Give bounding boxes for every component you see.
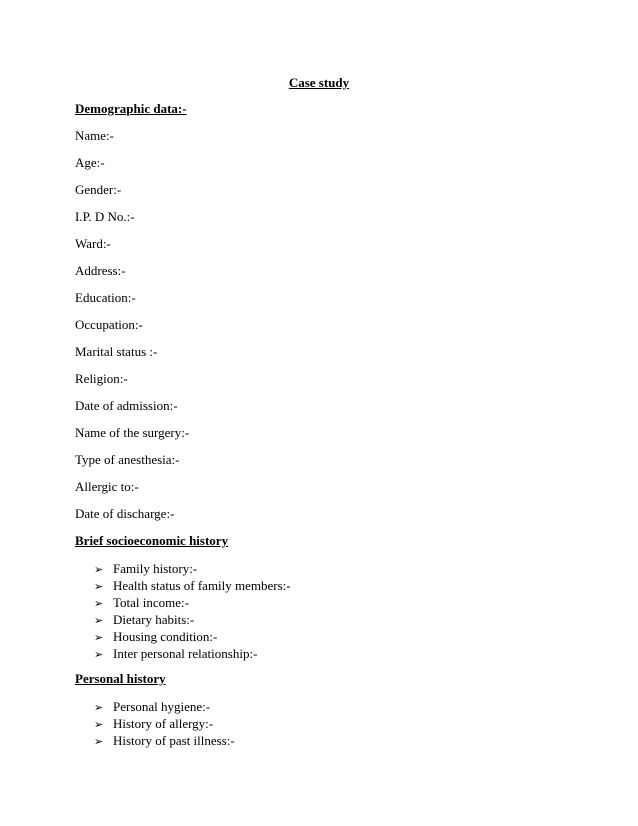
field-name: Name:- xyxy=(75,128,114,143)
field-ward: Ward:- xyxy=(75,236,111,251)
field-date-of-admission: Date of admission:- xyxy=(75,398,178,413)
arrow-bullet-icon: ➢ xyxy=(94,734,104,748)
list-item xyxy=(94,733,235,749)
field-education: Education:- xyxy=(75,290,136,305)
field-religion: Religion:- xyxy=(75,371,128,386)
field-name-of-surgery: Name of the surgery:- xyxy=(75,425,190,440)
section-heading-demographic: Demographic data:- xyxy=(75,101,187,116)
field-ipd-no: I.P. D No.:- xyxy=(75,209,135,224)
list-item-label: Health status of family members:- xyxy=(113,578,291,593)
list-item xyxy=(94,612,194,628)
field-type-of-anesthesia: Type of anesthesia:- xyxy=(75,452,180,467)
list-item xyxy=(94,716,213,732)
list-item-label: History of past illness:- xyxy=(113,733,235,748)
list-item-label: Housing condition:- xyxy=(113,629,218,644)
list-item-label: Total income:- xyxy=(113,595,189,610)
field-marital-status: Marital status :- xyxy=(75,344,158,359)
field-occupation: Occupation:- xyxy=(75,317,143,332)
section-heading-socioeconomic: Brief socioeconomic history xyxy=(75,533,229,548)
section-heading-personal: Personal history xyxy=(75,671,166,686)
arrow-bullet-icon: ➢ xyxy=(94,647,104,661)
field-age: Age:- xyxy=(75,155,105,170)
list-item xyxy=(94,629,217,645)
list-item xyxy=(94,595,189,611)
list-item-label: Personal hygiene:- xyxy=(113,699,211,714)
field-gender: Gender:- xyxy=(75,182,122,197)
field-allergic-to: Allergic to:- xyxy=(75,479,139,494)
field-date-of-discharge: Date of discharge:- xyxy=(75,506,175,521)
arrow-bullet-icon: ➢ xyxy=(94,717,104,731)
arrow-bullet-icon: ➢ xyxy=(94,630,104,644)
arrow-bullet-icon: ➢ xyxy=(94,562,104,576)
arrow-bullet-icon: ➢ xyxy=(94,596,104,610)
arrow-bullet-icon: ➢ xyxy=(94,579,104,593)
list-item-label: History of allergy:- xyxy=(113,716,214,731)
list-item-label: Dietary habits:- xyxy=(113,612,195,627)
page-title: Case study xyxy=(288,75,350,90)
arrow-bullet-icon: ➢ xyxy=(94,613,104,627)
list-item xyxy=(94,578,291,594)
list-item xyxy=(94,699,210,715)
field-address: Address:- xyxy=(75,263,126,278)
list-item xyxy=(94,646,257,662)
arrow-bullet-icon: ➢ xyxy=(94,700,104,714)
list-item-label: Inter personal relationship:- xyxy=(113,646,258,661)
list-item xyxy=(94,561,197,577)
list-item-label: Family history:- xyxy=(113,561,198,576)
